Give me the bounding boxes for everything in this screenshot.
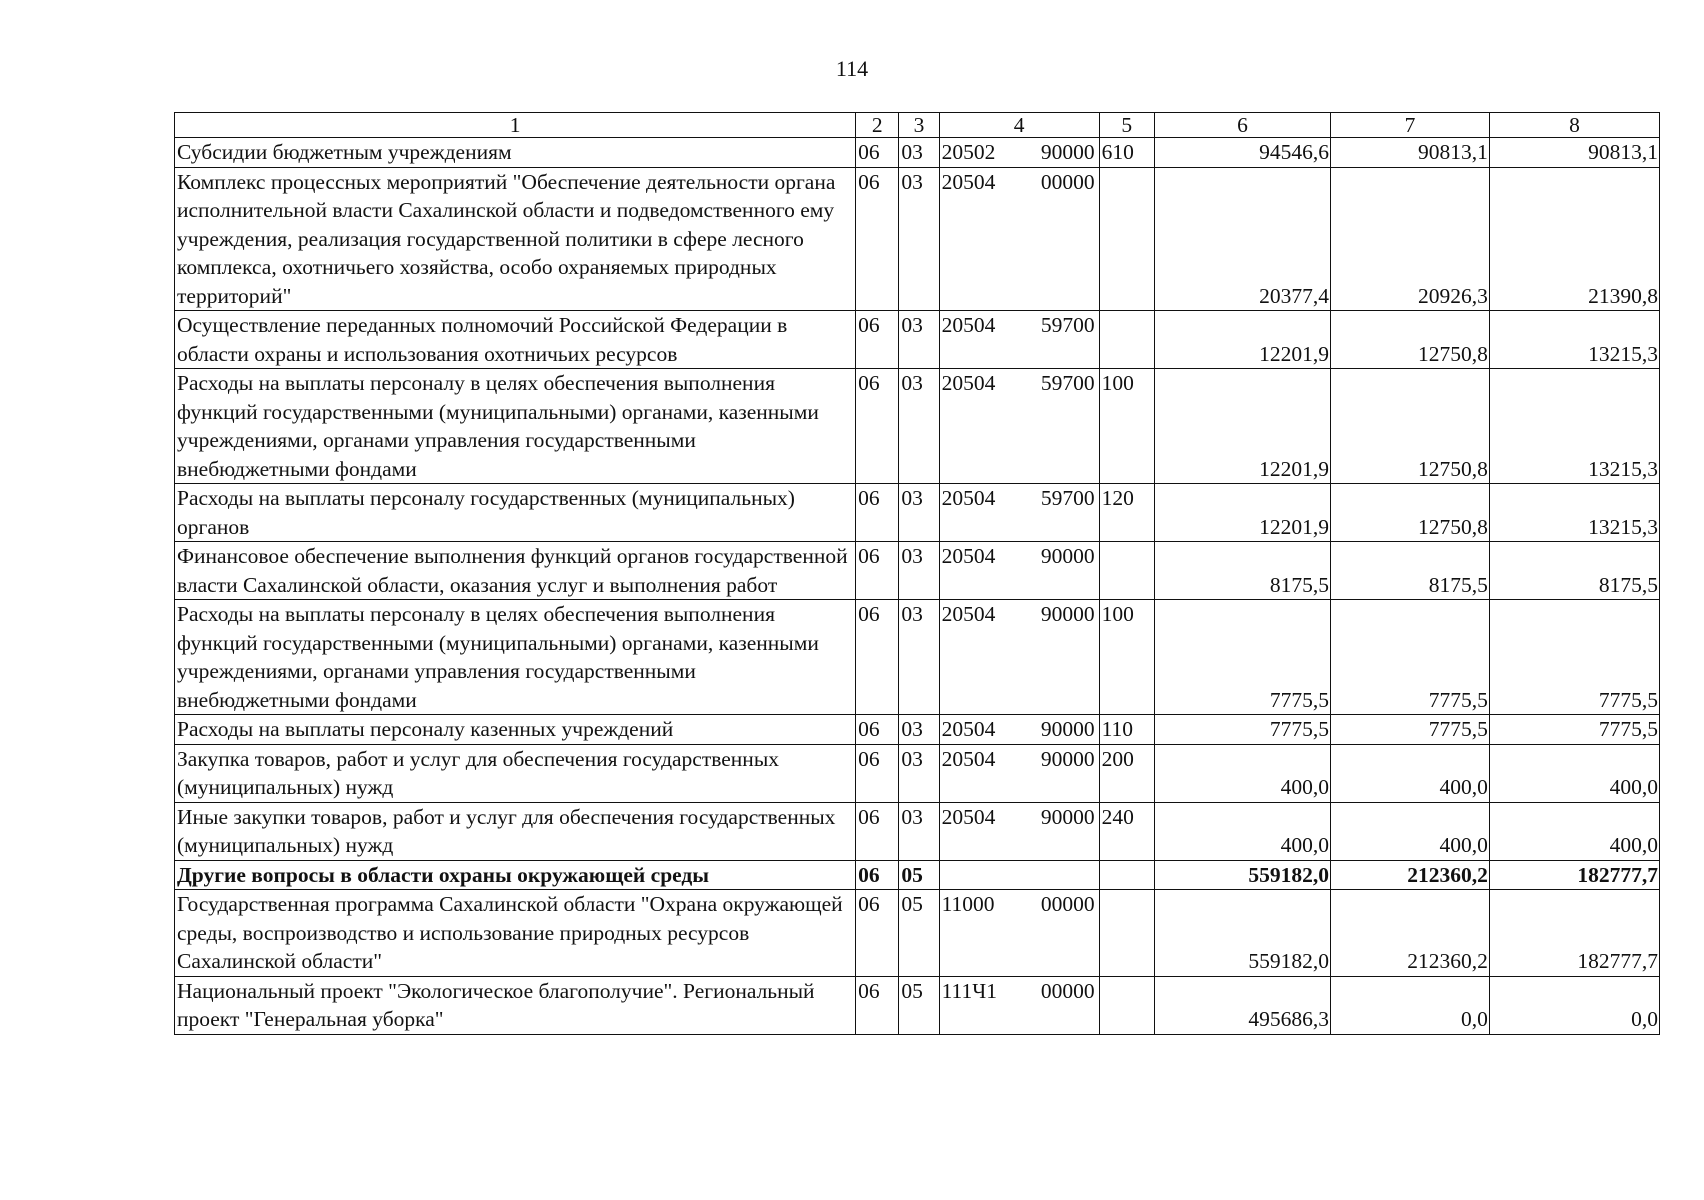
program-code: 20504	[941, 169, 996, 194]
amount-col-6: 400,0	[1154, 802, 1330, 860]
program-code: 20504	[941, 371, 996, 395]
amount-col-7: 12750,8	[1330, 311, 1489, 369]
direction-code: 59700	[1040, 371, 1095, 395]
row-name: Расходы на выплаты персоналу государственных (муниципальных) органов	[175, 484, 856, 542]
amount-col-7: 12750,8	[1330, 484, 1489, 542]
subsection-code: 05	[899, 890, 939, 977]
section-code: 06	[856, 311, 899, 369]
subsection-code: 03	[899, 167, 939, 311]
amount-col-8: 182777,7	[1489, 890, 1659, 977]
subsection-code: 03	[899, 311, 939, 369]
program-code: 20504	[941, 717, 996, 741]
amount-col-8: 90813,1	[1489, 138, 1659, 168]
row-name: Расходы на выплаты персоналу в целях обеспечения выполнения функций государственными (муниципальными) органами, казенными учреждениями, органами управления государственными внебюджетными фондами	[175, 369, 856, 484]
amount-col-6: 94546,6	[1154, 138, 1330, 168]
table-row	[175, 715, 1660, 745]
expense-type-code	[1099, 311, 1154, 369]
target-article-code	[939, 890, 1099, 977]
subsection-code: 03	[899, 542, 939, 600]
table-row	[175, 890, 1660, 977]
target-article-code	[939, 976, 1099, 1034]
amount-col-8: 13215,3	[1489, 369, 1659, 484]
table-row	[175, 744, 1660, 802]
row-name: Финансовое обеспечение выполнения функций органов государственной власти Сахалинской области, оказания услуг и выполнения работ	[175, 542, 856, 600]
amount-col-8: 182777,7	[1489, 860, 1659, 890]
section-code: 06	[856, 976, 899, 1034]
table-row	[175, 484, 1660, 542]
subsection-code: 03	[899, 369, 939, 484]
section-code: 06	[856, 167, 899, 311]
amount-col-7: 212360,2	[1330, 860, 1489, 890]
amount-col-7: 400,0	[1330, 744, 1489, 802]
section-code: 06	[856, 138, 899, 168]
row-name: Государственная программа Сахалинской области "Охрана окружающей среды, воспроизводство и использование природных ресурсов Сахалинской области"	[175, 890, 856, 977]
table-row	[175, 167, 1660, 311]
amount-col-6: 7775,5	[1154, 715, 1330, 745]
program-code: 111Ч1	[941, 978, 997, 1003]
direction-code: 90000	[1040, 602, 1095, 626]
subsection-code: 03	[899, 744, 939, 802]
section-code: 06	[856, 802, 899, 860]
target-article-code	[939, 600, 1099, 715]
target-article-code	[939, 542, 1099, 600]
amount-col-8: 400,0	[1489, 744, 1659, 802]
amount-col-8: 13215,3	[1489, 311, 1659, 369]
direction-code: 90000	[1040, 717, 1095, 741]
target-article-code	[939, 311, 1099, 369]
row-name: Осуществление переданных полномочий Российской Федерации в области охраны и использования охотничьих ресурсов	[175, 311, 856, 369]
program-code: 20502	[941, 140, 996, 164]
amount-col-6: 12201,9	[1154, 369, 1330, 484]
expense-type-code	[1099, 976, 1154, 1034]
amount-col-7: 0,0	[1330, 976, 1489, 1034]
section-code: 06	[856, 600, 899, 715]
row-name: Национальный проект "Экологическое благополучие". Региональный проект "Генеральная уборка"	[175, 976, 856, 1034]
section-code: 06	[856, 484, 899, 542]
amount-col-8: 400,0	[1489, 802, 1659, 860]
table-row	[175, 802, 1660, 860]
amount-col-6: 8175,5	[1154, 542, 1330, 600]
row-name: Расходы на выплаты персоналу в целях обеспечения выполнения функций государственными (муниципальными) органами, казенными учреждениями, органами управления государственными внебюджетными фондами	[175, 600, 856, 715]
subsection-code: 03	[899, 484, 939, 542]
amount-col-7: 7775,5	[1330, 715, 1489, 745]
row-name: Расходы на выплаты персоналу казенных учреждений	[175, 715, 856, 745]
section-code: 06	[856, 715, 899, 745]
subsection-code: 03	[899, 138, 939, 168]
target-article-code	[939, 744, 1099, 802]
table-row	[175, 542, 1660, 600]
row-name: Субсидии бюджетным учреждениям	[175, 138, 856, 168]
direction-code: 59700	[1040, 313, 1095, 337]
amount-col-6: 559182,0	[1154, 860, 1330, 890]
amount-col-7: 20926,3	[1330, 167, 1489, 311]
page-number: 114	[835, 56, 869, 81]
target-article-code	[939, 369, 1099, 484]
section-code: 06	[856, 369, 899, 484]
amount-col-8: 21390,8	[1489, 167, 1659, 311]
expense-type-code: 100	[1099, 600, 1154, 715]
direction-code: 90000	[1040, 544, 1095, 568]
expense-type-code: 100	[1099, 369, 1154, 484]
expense-type-code: 240	[1099, 802, 1154, 860]
table-header-row	[175, 113, 1660, 138]
target-article-code	[939, 138, 1099, 168]
amount-col-8: 13215,3	[1489, 484, 1659, 542]
amount-col-7: 212360,2	[1330, 890, 1489, 977]
direction-code: 59700	[1040, 486, 1095, 510]
target-article-code	[939, 860, 1099, 890]
table-row	[175, 311, 1660, 369]
amount-col-7: 12750,8	[1330, 369, 1489, 484]
table-row	[175, 976, 1660, 1034]
amount-col-6: 7775,5	[1154, 600, 1330, 715]
row-name: Другие вопросы в области охраны окружающей среды	[175, 860, 856, 890]
expense-type-code: 610	[1099, 138, 1154, 168]
amount-col-8: 0,0	[1489, 976, 1659, 1034]
program-code: 20504	[941, 602, 996, 626]
header-cell: 6	[1154, 113, 1330, 138]
direction-code: 00000	[1040, 892, 1095, 916]
header-cell: 1	[175, 113, 856, 138]
amount-col-8: 7775,5	[1489, 600, 1659, 715]
subsection-code: 05	[899, 976, 939, 1034]
expense-type-code: 200	[1099, 744, 1154, 802]
target-article-code	[939, 802, 1099, 860]
expense-type-code	[1099, 542, 1154, 600]
row-name: Закупка товаров, работ и услуг для обеспечения государственных (муниципальных) нужд	[175, 744, 856, 802]
amount-col-7: 400,0	[1330, 802, 1489, 860]
table-row	[175, 600, 1660, 715]
table-row	[175, 138, 1660, 168]
direction-code: 90000	[1040, 746, 1095, 771]
amount-col-7: 8175,5	[1330, 542, 1489, 600]
direction-code: 90000	[1040, 804, 1095, 829]
amount-col-6: 559182,0	[1154, 890, 1330, 977]
header-cell: 5	[1099, 113, 1154, 138]
direction-code: 90000	[1040, 140, 1095, 164]
section-code: 06	[856, 890, 899, 977]
section-code: 06	[856, 542, 899, 600]
program-code: 11000	[941, 892, 995, 916]
amount-col-6: 20377,4	[1154, 167, 1330, 311]
program-code: 20504	[941, 313, 996, 337]
amount-col-6: 400,0	[1154, 744, 1330, 802]
amount-col-8: 8175,5	[1489, 542, 1659, 600]
program-code: 20504	[941, 746, 996, 771]
header-cell: 7	[1330, 113, 1489, 138]
expense-type-code	[1099, 890, 1154, 977]
header-cell: 8	[1489, 113, 1659, 138]
subsection-code: 05	[899, 860, 939, 890]
program-code: 20504	[941, 544, 996, 568]
row-name: Комплекс процессных мероприятий "Обеспечение деятельности органа исполнительной власти Сахалинской области и подведомственного ему учреждения, реализация государственной политики в сфере лесного комплекса, охотничьего хозяйства, особо охраняемых природных территорий"	[175, 167, 856, 311]
header-cell: 4	[939, 113, 1099, 138]
amount-col-6: 12201,9	[1154, 311, 1330, 369]
expense-type-code	[1099, 167, 1154, 311]
subsection-code: 03	[899, 600, 939, 715]
direction-code: 00000	[1040, 169, 1095, 194]
header-cell: 2	[856, 113, 899, 138]
program-code: 20504	[941, 486, 996, 510]
amount-col-6: 495686,3	[1154, 976, 1330, 1034]
subsection-code: 03	[899, 715, 939, 745]
amount-col-7: 90813,1	[1330, 138, 1489, 168]
expense-type-code: 120	[1099, 484, 1154, 542]
subsection-code: 03	[899, 802, 939, 860]
program-code: 20504	[941, 804, 996, 829]
section-code: 06	[856, 860, 899, 890]
target-article-code	[939, 484, 1099, 542]
expense-type-code	[1099, 860, 1154, 890]
amount-col-6: 12201,9	[1154, 484, 1330, 542]
row-name: Иные закупки товаров, работ и услуг для обеспечения государственных (муниципальных) нужд	[175, 802, 856, 860]
target-article-code	[939, 715, 1099, 745]
amount-col-7: 7775,5	[1330, 600, 1489, 715]
expense-type-code: 110	[1099, 715, 1154, 745]
direction-code: 00000	[1040, 978, 1095, 1003]
header-cell: 3	[899, 113, 939, 138]
amount-col-8: 7775,5	[1489, 715, 1659, 745]
table-row	[175, 860, 1660, 890]
budget-table	[174, 112, 1660, 1035]
table-row	[175, 369, 1660, 484]
target-article-code	[939, 167, 1099, 311]
section-code: 06	[856, 744, 899, 802]
